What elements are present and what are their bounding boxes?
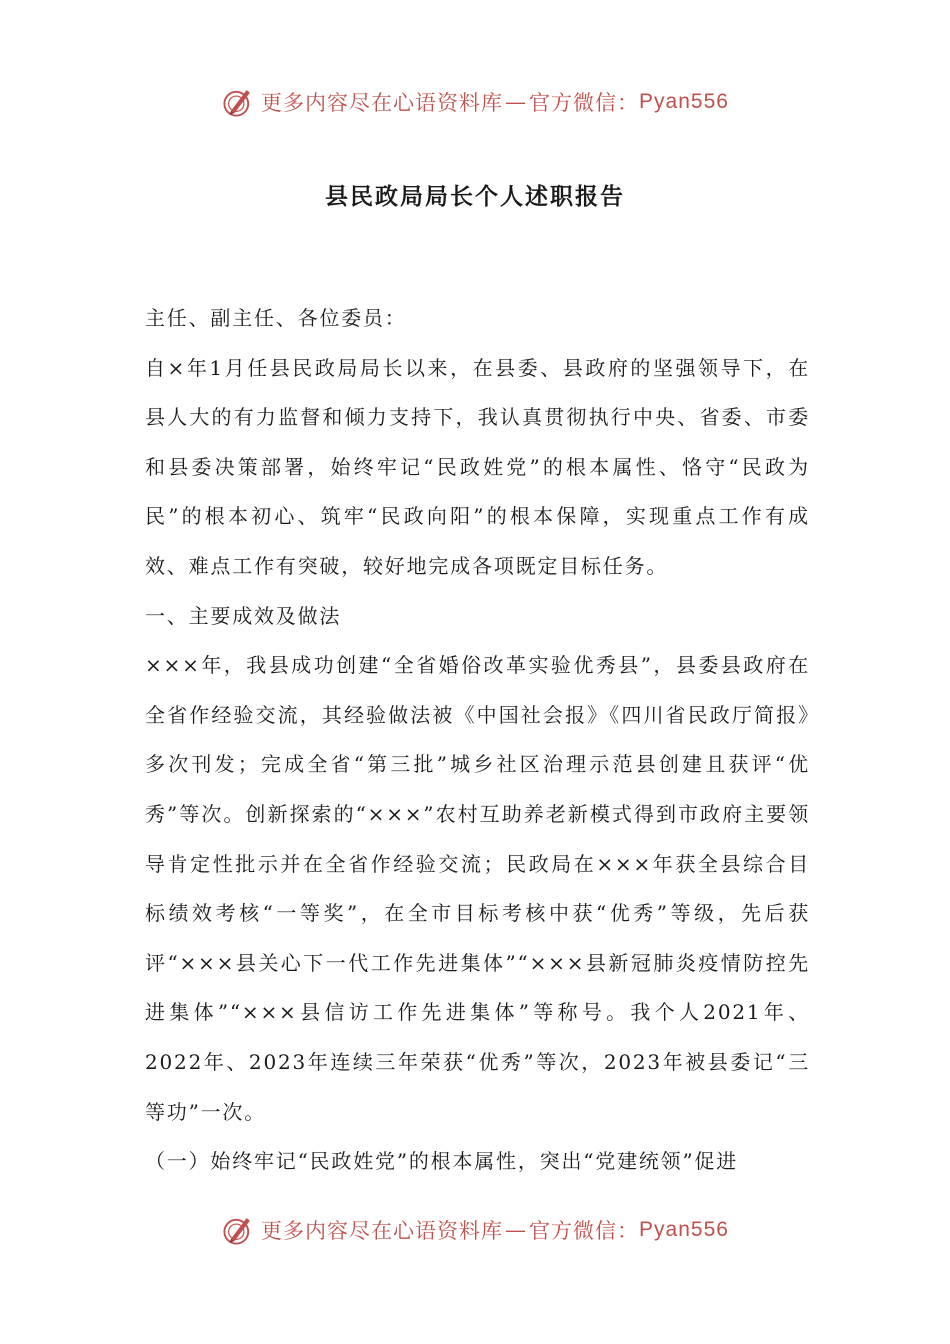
watermark-wechat-label: 官方微信： <box>529 91 640 115</box>
subsection-heading: （一）始终牢记“民政姓党”的根本属性，突出“党建统领”促进 <box>145 1149 739 1174</box>
section-heading: 一、主要成效及做法 <box>145 603 342 628</box>
watermark-wechat-label: 官方微信： <box>529 1219 640 1243</box>
salutation: 主任、副主任、各位委员： <box>145 306 407 330</box>
watermark-footer <box>0 1210 950 1250</box>
paragraph-intro: 自×年1月任县民政局局长以来，在县委、县政府的坚强领导下，在县人大的有力监督和倾力支持下，我认真贯彻执行中央、省委、市委和县委决策部署，始终牢记“民政姓党”的根本属性、恪守“民政为民”的根本初心、筑牢“民政向阳”的根本保障，实现重点工作有成效、难点工作有突破，较好地完成各项既定目标任务。 <box>145 355 810 578</box>
document-title: 县民政局局长个人述职报告 <box>325 184 625 210</box>
watermark-header <box>0 82 950 122</box>
pen-circle-icon <box>221 1213 255 1247</box>
watermark-brand: 更多内容尽在心语资料库 <box>261 91 504 115</box>
paragraph-achievements: ×××年，我县成功创建“全省婚俗改革实验优秀县”，县委县政府在全省作经验交流，其经验做法被《中国社会报》《四川省民政厅简报》多次刊发；完成全省“第三批”城乡社区治理示范县创建且获评“优秀”等次。创新探索的“×××”农村互助养老新模式得到市政府主要领导肯定性批示并在全省作经验交流；民政局在×××年获全县综合目标绩效考核“一等奖”，在全市目标考核中获“优秀”等级，先后获评“×××县关心下一代工作先进集体”“×××县新冠肺炎疫情防控先进集体”“×××县信访工作先进集体”等称号。我个人2021年、2022年、2023年连续三年荣获“优秀”等次，2023年被县委记“三等功”一次。 <box>145 653 810 1124</box>
watermark-brand: 更多内容尽在心语资料库 <box>261 1219 504 1243</box>
pen-circle-icon <box>221 85 255 119</box>
watermark-wechat-id: Pyan556 <box>639 90 729 113</box>
watermark-separator: — <box>505 90 528 114</box>
watermark-separator: — <box>505 1218 528 1242</box>
document-body <box>145 294 810 1187</box>
watermark-wechat-id: Pyan556 <box>639 1218 729 1241</box>
